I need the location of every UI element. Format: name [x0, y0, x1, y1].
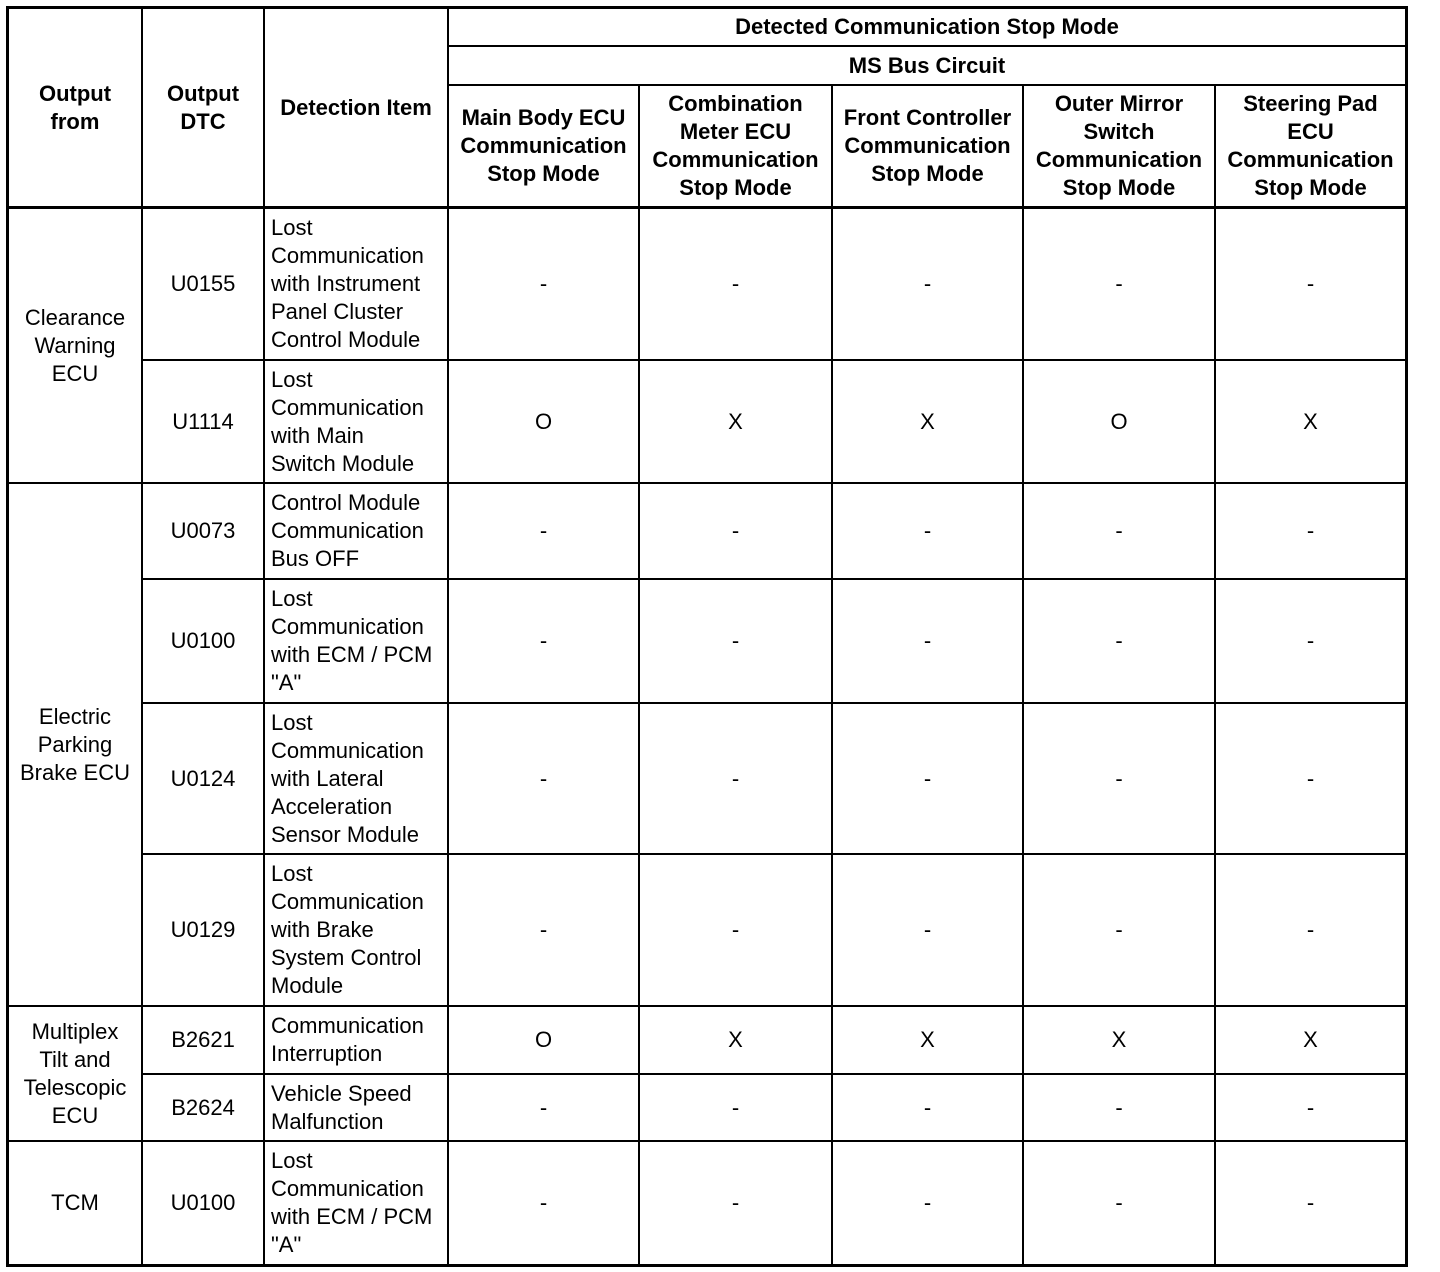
- mode-value: X: [1111, 1027, 1127, 1052]
- dtc-code: B2624: [171, 1094, 235, 1120]
- mode-value: -: [923, 765, 932, 791]
- mode-value: -: [731, 518, 740, 543]
- mode-value: X: [920, 1027, 935, 1052]
- mode-value: -: [1115, 917, 1123, 942]
- source-cell: Multiplex Tilt and Telescopic ECU: [23, 1018, 127, 1128]
- mode-value: -: [539, 628, 548, 653]
- header-mode: Main Body ECU Communication Stop Mode: [460, 105, 627, 186]
- detection-item: Lost Communication with Main Switch Module: [271, 366, 424, 476]
- mode-value: -: [1115, 518, 1123, 543]
- dtc-code: U0100: [170, 1190, 236, 1215]
- source-cell: TCM: [51, 1190, 99, 1215]
- dtc-code: U0155: [170, 271, 236, 296]
- mode-value: -: [1115, 1094, 1123, 1120]
- dtc-code: U1114: [172, 408, 234, 434]
- header-output-from: Output from: [38, 80, 112, 134]
- mode-value: X: [1303, 1027, 1318, 1052]
- mode-value: -: [1306, 1190, 1315, 1215]
- mode-value: -: [923, 271, 932, 296]
- source-cell: Clearance Warning ECU: [24, 304, 126, 386]
- mode-value: -: [539, 917, 548, 942]
- mode-value: X: [920, 408, 935, 434]
- dtc-code: U0124: [170, 765, 236, 791]
- mode-value: -: [731, 271, 740, 296]
- header-mode: Front Controller Communication Stop Mode: [843, 105, 1012, 186]
- mode-value: -: [539, 765, 548, 791]
- header-mode: Steering Pad ECU Communication Stop Mode: [1227, 91, 1394, 200]
- detection-item: Lost Communication with Instrument Panel Cluster Control Module: [271, 215, 424, 352]
- mode-value: -: [1306, 628, 1315, 653]
- header-detection-item: Detection Item: [280, 94, 432, 120]
- detection-item: Communication Interruption: [271, 1013, 424, 1066]
- mode-value: -: [1306, 518, 1315, 543]
- mode-value: -: [923, 1190, 932, 1215]
- mode-value: -: [539, 518, 548, 543]
- dtc-code: U0129: [170, 917, 236, 942]
- detection-item: Lost Communication with Lateral Acceleration Sensor Module: [271, 709, 424, 847]
- mode-value: -: [1115, 765, 1123, 791]
- mode-value: -: [1306, 765, 1315, 791]
- dtc-code: U0100: [170, 628, 236, 653]
- detection-item: Lost Communication with ECM / PCM "A": [271, 1148, 433, 1257]
- mode-value: -: [539, 271, 548, 296]
- mode-value: -: [923, 628, 932, 653]
- dtc-code: B2621: [171, 1027, 235, 1052]
- mode-value: -: [731, 628, 740, 653]
- header-output-dtc: Output DTC: [166, 80, 240, 134]
- source-cell: Electric Parking Brake ECU: [19, 703, 131, 785]
- mode-value: O: [1110, 408, 1128, 434]
- header-mode: Outer Mirror Switch Communication Stop Mode: [1035, 91, 1203, 200]
- detection-item: Lost Communication with ECM / PCM "A": [271, 586, 433, 695]
- mode-value: -: [1115, 628, 1123, 653]
- table-border: [6, 1264, 1408, 1267]
- mode-value: -: [731, 765, 740, 791]
- mode-value: -: [539, 1190, 548, 1215]
- mode-value: X: [728, 1027, 743, 1052]
- mode-value: -: [1115, 271, 1123, 296]
- mode-value: X: [728, 408, 743, 434]
- mode-value: -: [923, 518, 932, 543]
- header-group-title: Detected Communication Stop Mode: [735, 14, 1119, 39]
- table-border: [1405, 6, 1408, 1267]
- mode-value: -: [731, 1094, 740, 1120]
- mode-value: -: [731, 1190, 740, 1215]
- mode-value: O: [534, 408, 553, 434]
- mode-value: O: [534, 1027, 553, 1052]
- mode-value: -: [731, 917, 740, 942]
- header-mode: Combination Meter ECU Communication Stop Mode: [652, 91, 819, 200]
- header-subgroup-title: MS Bus Circuit: [848, 52, 1006, 78]
- detection-item: Lost Communication with Brake System Control Module: [271, 861, 424, 998]
- mode-value: -: [1306, 271, 1315, 296]
- mode-value: -: [1306, 917, 1315, 942]
- detection-item: Control Module Communication Bus OFF: [271, 490, 424, 571]
- mode-value: -: [923, 917, 932, 942]
- detection-item: Vehicle Speed Malfunction: [271, 1080, 412, 1134]
- mode-value: -: [1306, 1094, 1315, 1120]
- mode-value: -: [539, 1094, 548, 1120]
- mode-value: -: [923, 1094, 932, 1120]
- mode-value: -: [1115, 1190, 1123, 1215]
- dtc-code: U0073: [170, 518, 236, 543]
- mode-value: X: [1303, 408, 1318, 434]
